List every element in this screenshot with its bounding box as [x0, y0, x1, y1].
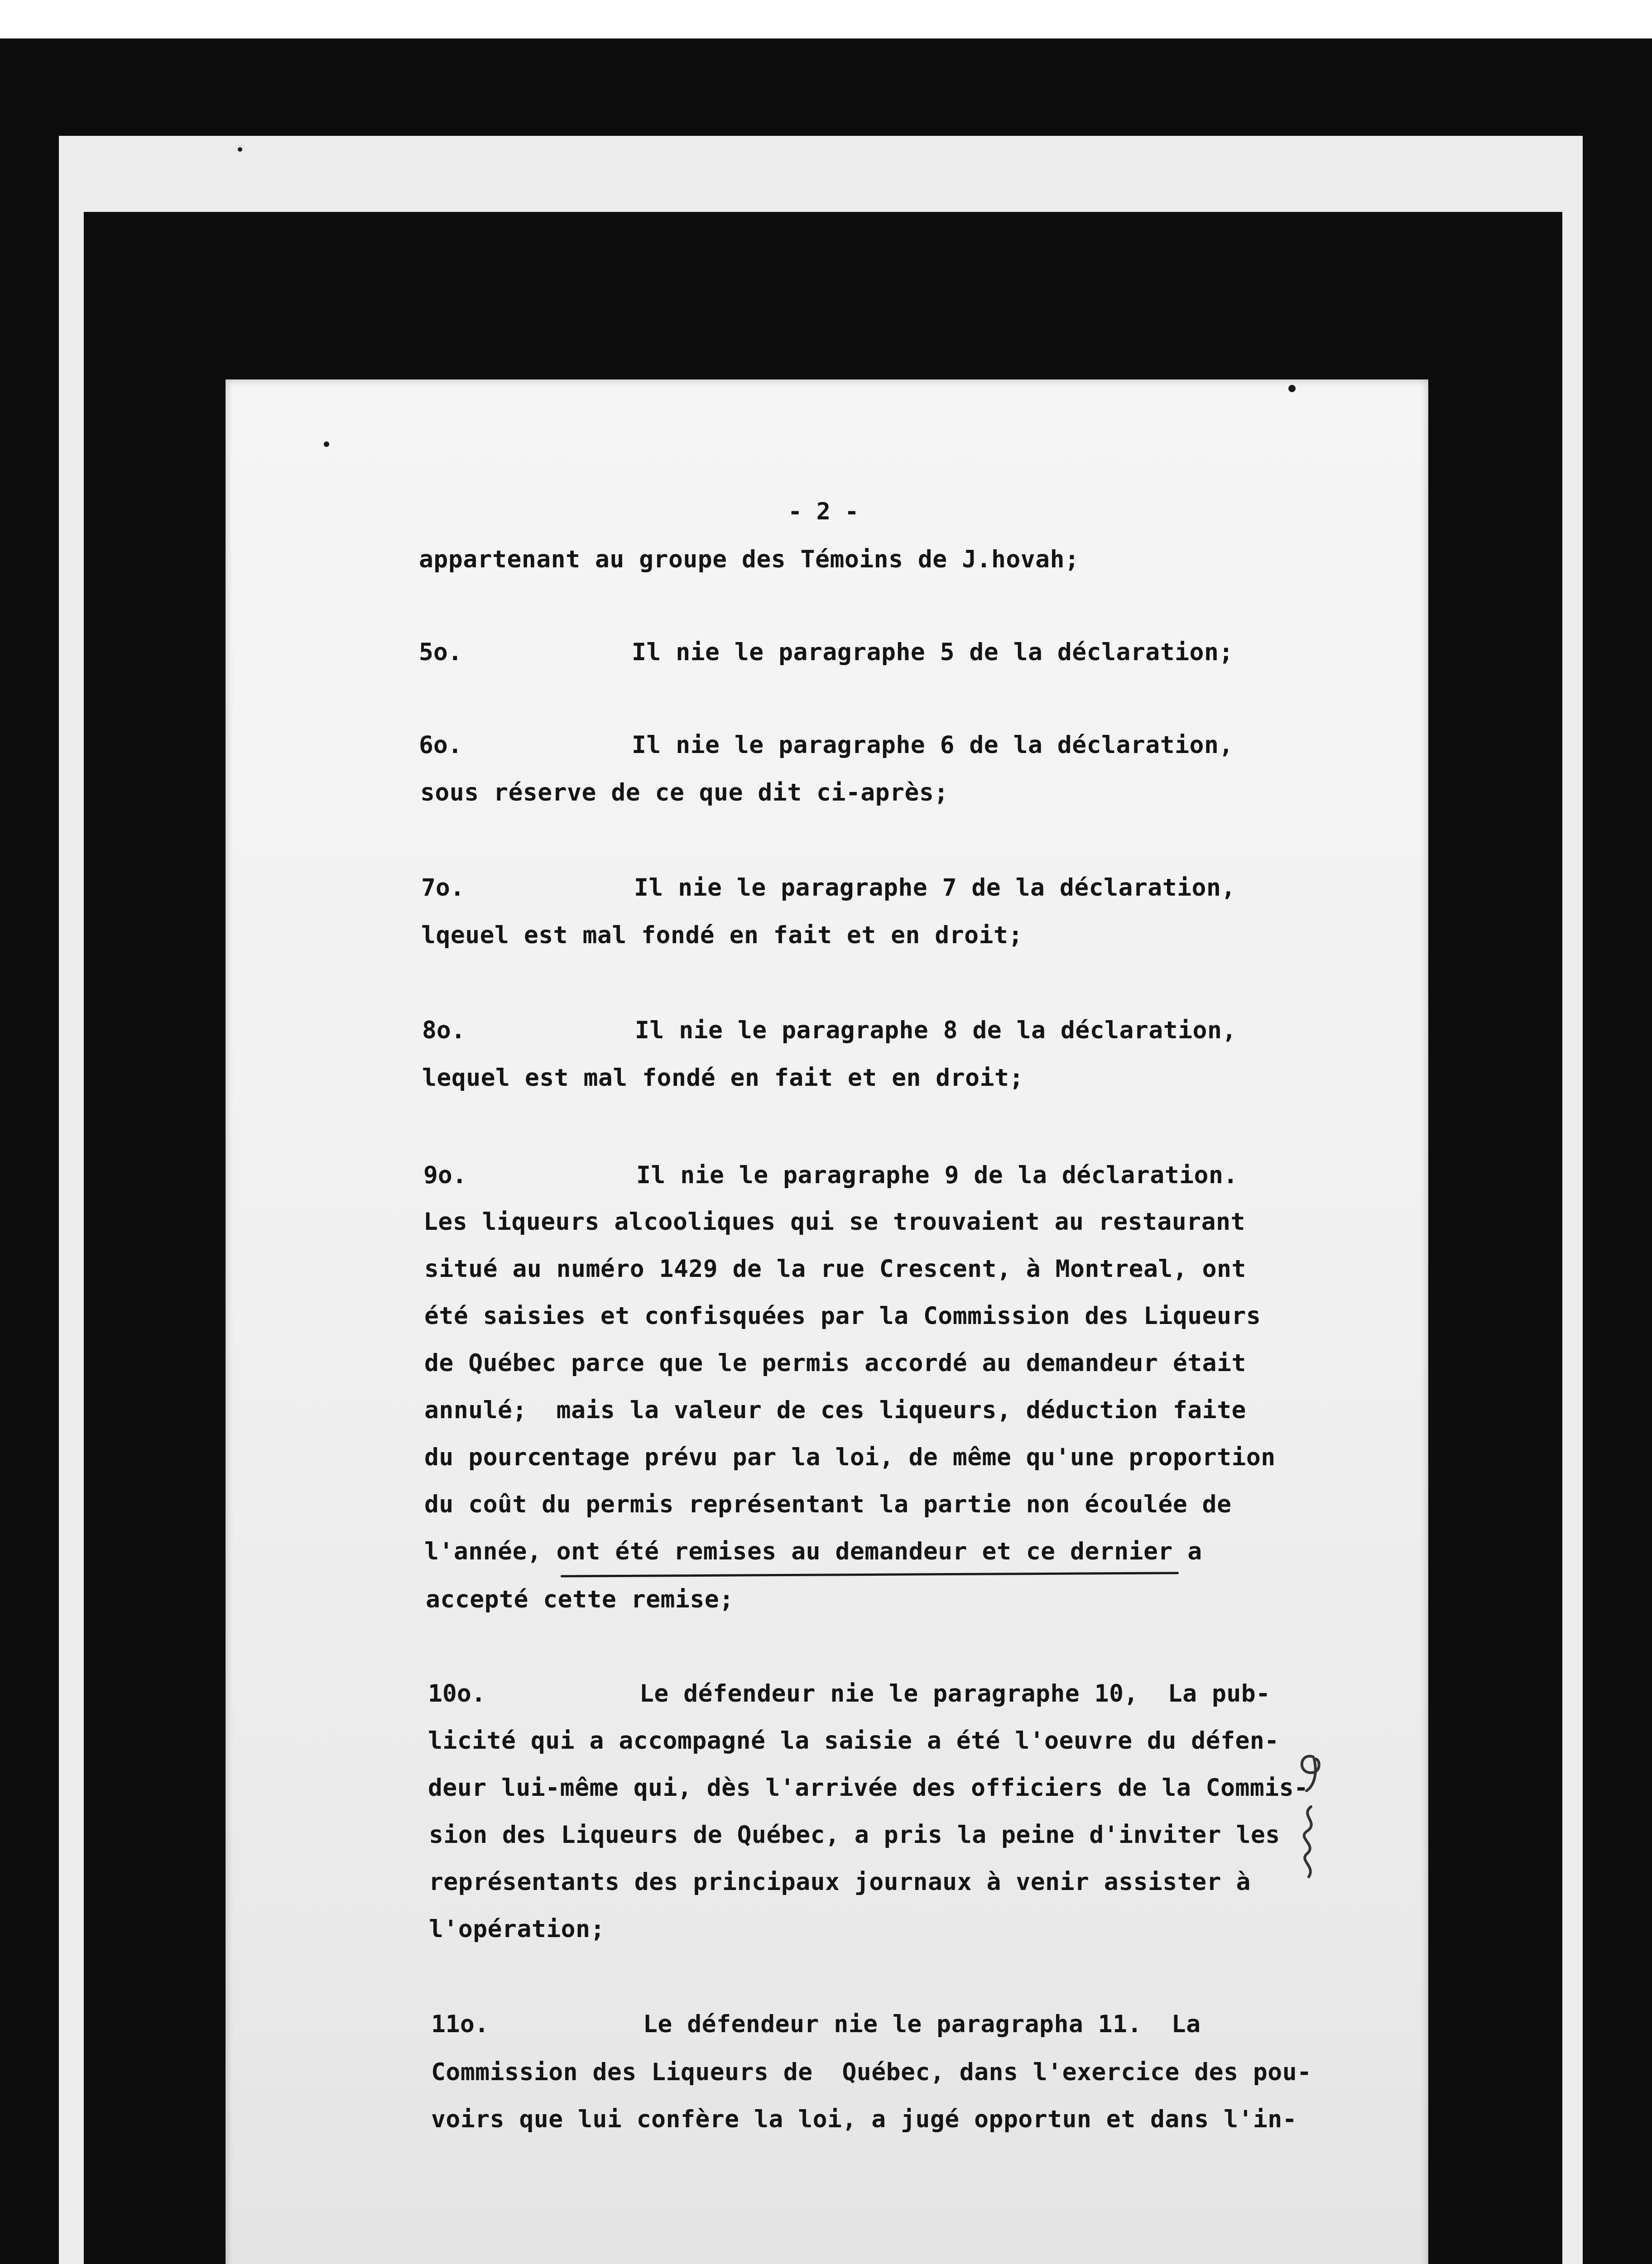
text-line: voirs que lui confère la loi, a jugé opportun et dans l'in- — [431, 2106, 1297, 2133]
text-line: appartenant au groupe des Témoins de J.hovah; — [419, 546, 1080, 573]
text-line: Il nie le paragraphe 6 de la déclaration, — [632, 731, 1234, 759]
paragraph-number: 7o. — [421, 874, 465, 902]
text-line: l'opération; — [429, 1915, 605, 1943]
paragraph-number: 10o. — [428, 1680, 486, 1708]
text-line: Les liqueurs alcooliques qui se trouvaient au restaurant — [423, 1208, 1245, 1236]
text-line: Le défendeur nie le paragraphe 10, La pub- — [639, 1680, 1271, 1708]
text-line: Commission des Liqueurs de Québec, dans l'exercice des pou- — [431, 2058, 1312, 2086]
text-line: lequel est mal fondé en fait et en droit; — [422, 1064, 1024, 1092]
dust-speck — [1288, 385, 1296, 392]
text-line: Il nie le paragraphe 7 de la déclaration, — [634, 874, 1236, 902]
text-line: situé au numéro 1429 de la rue Crescent, à Montreal, ont — [424, 1255, 1246, 1283]
dust-speck — [238, 147, 242, 152]
handwritten-margin-mark — [1286, 1748, 1336, 1893]
paragraph-number: 9o. — [423, 1161, 467, 1189]
text-line: licité qui a accompagné la saisie a été l'oeuvre du défen- — [428, 1727, 1279, 1755]
paragraph-number: 6o. — [419, 731, 462, 759]
page-number: - 2 - — [788, 498, 859, 525]
paragraph-number: 8o. — [422, 1017, 466, 1044]
text-line: de Québec parce que le permis accordé au demandeur était — [424, 1349, 1246, 1377]
text-line: l'année, ont été remises au demandeur et ce dernier a — [424, 1538, 1202, 1565]
paragraph-number: 5o. — [419, 638, 462, 666]
text-line: représentants des principaux journaux à venir assister à — [429, 1868, 1251, 1896]
text-line: lqeuel est mal fondé en fait et en droit; — [421, 921, 1023, 949]
text-line: été saisies et confisquées par la Commission des Liqueurs — [424, 1302, 1261, 1330]
text-line: du pourcentage prévu par la loi, de même qu'une proportion — [424, 1444, 1276, 1471]
text-line: Le défendeur nie le paragrapha 11. La — [643, 2010, 1201, 2038]
text-line: Il nie le paragraphe 5 de la déclaration; — [632, 638, 1234, 666]
text-line: annulé; mais la valeur de ces liqueurs, déduction faite — [424, 1396, 1246, 1424]
dust-speck — [324, 441, 329, 447]
text-line: sous réserve de ce que dit ci-après; — [420, 779, 949, 806]
text-line: sion des Liqueurs de Québec, a pris la peine d'inviter les — [429, 1821, 1280, 1849]
text-line: deur lui-même qui, dès l'arrivée des officiers de la Commis- — [428, 1774, 1309, 1802]
text-line: du coût du permis représentant la partie non écoulée de — [424, 1491, 1232, 1518]
text-line: accepté cette remise; — [426, 1586, 734, 1613]
text-line: Il nie le paragraphe 8 de la déclaration, — [635, 1017, 1237, 1044]
text-line: Il nie le paragraphe 9 de la déclaration. — [636, 1161, 1238, 1189]
paragraph-number: 11o. — [431, 2010, 489, 2038]
